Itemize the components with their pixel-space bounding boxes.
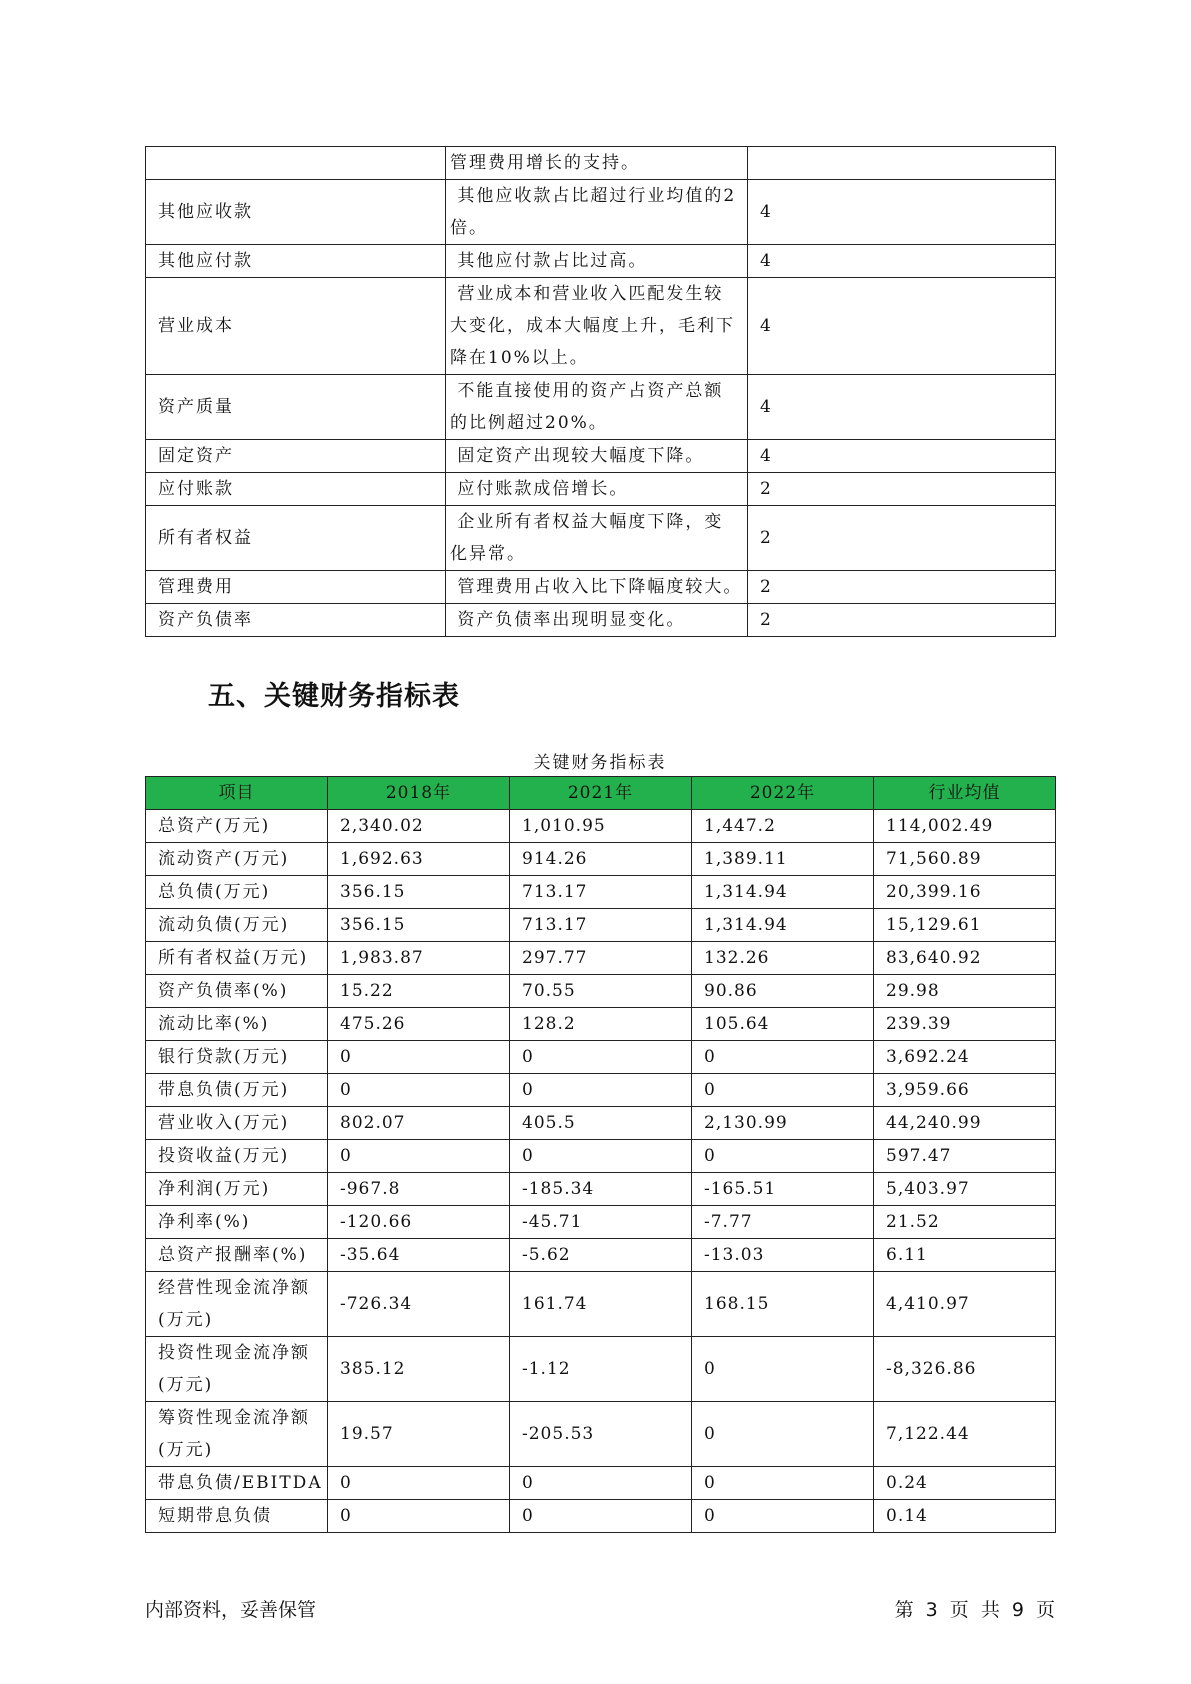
indicator-label-line: 短期带息负债	[158, 1506, 272, 1526]
risk-description-line: 其他应收款占比超过行业均值的2	[450, 186, 737, 206]
indicator-label-cell	[146, 1272, 328, 1337]
table-row	[146, 1206, 1056, 1239]
value-cell: -967.8	[328, 1173, 510, 1206]
risk-item-cell: 其他应付款	[146, 245, 446, 278]
value-cell: 0.14	[874, 1500, 1056, 1533]
value-cell: 0	[328, 1140, 510, 1173]
value-cell: 0.24	[874, 1467, 1056, 1500]
value-cell: -13.03	[692, 1239, 874, 1272]
risk-score-cell: 4	[748, 440, 1056, 473]
indicator-label-cell	[146, 1239, 328, 1272]
value-cell: 597.47	[874, 1140, 1056, 1173]
value-cell: 4,410.97	[874, 1272, 1056, 1337]
indicator-label-line: 资产负债率(%)	[158, 981, 289, 1001]
table-caption: 关键财务指标表	[533, 753, 667, 773]
risk-row	[146, 147, 1056, 180]
risk-description-line: 其他应付款占比过高。	[450, 251, 648, 271]
indicator-label-line: 净利润(万元)	[158, 1179, 271, 1199]
value-cell: -205.53	[510, 1402, 692, 1467]
value-cell: -726.34	[328, 1272, 510, 1337]
table-row	[146, 1107, 1056, 1140]
table-row	[146, 1140, 1056, 1173]
value-cell: 6.11	[874, 1239, 1056, 1272]
value-cell: 83,640.92	[874, 942, 1056, 975]
risk-description-cell	[446, 375, 748, 440]
value-cell: 19.57	[328, 1402, 510, 1467]
indicator-label-line: 带息负债/EBITDA	[158, 1473, 323, 1493]
risk-description-line: 大变化，成本大幅度上升，毛利下	[450, 316, 735, 336]
indicator-label-cell	[146, 1337, 328, 1402]
risk-description-cell	[446, 506, 748, 571]
indicator-label-cell	[146, 975, 328, 1008]
value-cell: 713.17	[510, 909, 692, 942]
indicator-label-cell	[146, 1107, 328, 1140]
risk-row	[146, 604, 1056, 637]
value-cell: 1,314.94	[692, 876, 874, 909]
column-header: 项目	[146, 777, 328, 810]
value-cell: 114,002.49	[874, 810, 1056, 843]
value-cell: 802.07	[328, 1107, 510, 1140]
value-cell: 0	[692, 1337, 874, 1402]
value-cell: 475.26	[328, 1008, 510, 1041]
column-header: 2022年	[692, 777, 874, 810]
column-header: 行业均值	[874, 777, 1056, 810]
indicator-label-line: 筹资性现金流净额	[158, 1408, 310, 1428]
indicator-label-line: 经营性现金流净额	[158, 1278, 310, 1298]
value-cell: 132.26	[692, 942, 874, 975]
value-cell: 3,692.24	[874, 1041, 1056, 1074]
value-cell: -45.71	[510, 1206, 692, 1239]
indicator-label-cell	[146, 1008, 328, 1041]
table-row	[146, 1500, 1056, 1533]
value-cell: 0	[692, 1500, 874, 1533]
risk-item-cell: 应付账款	[146, 473, 446, 506]
indicator-label-line: 投资收益(万元)	[158, 1146, 290, 1166]
value-cell: 71,560.89	[874, 843, 1056, 876]
risk-description-line: 营业成本和营业收入匹配发生较	[450, 284, 724, 304]
risk-indicator-table	[145, 146, 1056, 637]
indicator-label-line: (万元)	[158, 1440, 214, 1460]
value-cell: 356.15	[328, 909, 510, 942]
risk-row	[146, 506, 1056, 571]
indicator-label-line: 流动资产(万元)	[158, 849, 290, 869]
value-cell: 70.55	[510, 975, 692, 1008]
value-cell: 1,447.2	[692, 810, 874, 843]
value-cell: 168.15	[692, 1272, 874, 1337]
indicator-label-cell	[146, 1402, 328, 1467]
indicator-label-cell	[146, 876, 328, 909]
value-cell: 5,403.97	[874, 1173, 1056, 1206]
indicator-label-line: 流动负债(万元)	[158, 915, 290, 935]
value-cell: 161.74	[510, 1272, 692, 1337]
risk-item-cell: 其他应收款	[146, 180, 446, 245]
indicator-label-line: 营业收入(万元)	[158, 1113, 290, 1133]
indicator-label-line: (万元)	[158, 1310, 214, 1330]
value-cell: 3,959.66	[874, 1074, 1056, 1107]
table-row	[146, 1239, 1056, 1272]
value-cell: 0	[692, 1041, 874, 1074]
indicator-label-cell	[146, 1173, 328, 1206]
column-header: 2018年	[328, 777, 510, 810]
risk-description-line: 化异常。	[450, 544, 526, 564]
value-cell: -120.66	[328, 1206, 510, 1239]
value-cell: 0	[692, 1140, 874, 1173]
risk-description-line: 资产负债率出现明显变化。	[450, 610, 686, 630]
table-row	[146, 1337, 1056, 1402]
indicator-label-cell	[146, 909, 328, 942]
value-cell: 29.98	[874, 975, 1056, 1008]
risk-score-cell: 2	[748, 506, 1056, 571]
risk-description-line: 企业所有者权益大幅度下降，变	[450, 512, 724, 532]
value-cell: 0	[510, 1074, 692, 1107]
table-header-row	[146, 777, 1056, 810]
value-cell: -185.34	[510, 1173, 692, 1206]
risk-description-line: 管理费用增长的支持。	[450, 153, 640, 173]
value-cell: 44,240.99	[874, 1107, 1056, 1140]
risk-description-line: 降在10%以上。	[450, 348, 589, 368]
risk-row	[146, 278, 1056, 375]
value-cell: -35.64	[328, 1239, 510, 1272]
value-cell: 356.15	[328, 876, 510, 909]
risk-score-cell: 4	[748, 278, 1056, 375]
value-cell: 105.64	[692, 1008, 874, 1041]
risk-item-cell: 所有者权益	[146, 506, 446, 571]
table-row	[146, 909, 1056, 942]
value-cell: 15,129.61	[874, 909, 1056, 942]
indicator-label-line: 总资产报酬率(%)	[158, 1245, 308, 1265]
indicator-label-cell	[146, 1206, 328, 1239]
risk-row	[146, 440, 1056, 473]
risk-table-body	[146, 147, 1056, 637]
risk-score-cell: 4	[748, 180, 1056, 245]
indicator-label-cell	[146, 810, 328, 843]
value-cell: 0	[692, 1402, 874, 1467]
indicator-label-cell	[146, 1467, 328, 1500]
value-cell: 0	[510, 1467, 692, 1500]
value-cell: 7,122.44	[874, 1402, 1056, 1467]
value-cell: 1,692.63	[328, 843, 510, 876]
table-row	[146, 975, 1056, 1008]
risk-score-cell: 4	[748, 245, 1056, 278]
risk-item-cell: 资产负债率	[146, 604, 446, 637]
risk-description-line: 固定资产出现较大幅度下降。	[450, 446, 705, 466]
table-row	[146, 942, 1056, 975]
value-cell: -8,326.86	[874, 1337, 1056, 1402]
risk-description-line: 倍。	[450, 218, 488, 238]
risk-item-cell: 资产质量	[146, 375, 446, 440]
risk-description-cell	[446, 147, 748, 180]
value-cell: 297.77	[510, 942, 692, 975]
value-cell: 90.86	[692, 975, 874, 1008]
risk-row	[146, 245, 1056, 278]
value-cell: -5.62	[510, 1239, 692, 1272]
risk-description-cell	[446, 440, 748, 473]
value-cell: 2,340.02	[328, 810, 510, 843]
risk-row	[146, 375, 1056, 440]
indicator-label-line: 投资性现金流净额	[158, 1343, 310, 1363]
indicator-label-cell	[146, 1500, 328, 1533]
value-cell: 0	[692, 1074, 874, 1107]
risk-score-cell: 4	[748, 375, 1056, 440]
risk-description-cell	[446, 473, 748, 506]
section-heading: 五、关键财务指标表	[208, 681, 460, 712]
risk-description-line: 管理费用占收入比下降幅度较大。	[450, 577, 743, 597]
value-cell: 713.17	[510, 876, 692, 909]
indicator-label-line: 总资产(万元)	[158, 816, 271, 836]
value-cell: 0	[510, 1041, 692, 1074]
value-cell: 0	[510, 1140, 692, 1173]
value-cell: 405.5	[510, 1107, 692, 1140]
risk-row	[146, 571, 1056, 604]
value-cell: 20,399.16	[874, 876, 1056, 909]
value-cell: 1,314.94	[692, 909, 874, 942]
table-row	[146, 1074, 1056, 1107]
risk-score-cell: 2	[748, 571, 1056, 604]
risk-item-cell: 管理费用	[146, 571, 446, 604]
risk-description-cell	[446, 180, 748, 245]
value-cell: 0	[328, 1467, 510, 1500]
indicator-label-cell	[146, 942, 328, 975]
indicator-label-line: 总负债(万元)	[158, 882, 271, 902]
financial-table-body	[146, 810, 1056, 1533]
value-cell: 1,983.87	[328, 942, 510, 975]
risk-description-cell	[446, 571, 748, 604]
column-header: 2021年	[510, 777, 692, 810]
indicator-label-cell	[146, 1041, 328, 1074]
value-cell: 128.2	[510, 1008, 692, 1041]
value-cell: -1.12	[510, 1337, 692, 1402]
indicator-label-line: (万元)	[158, 1375, 214, 1395]
risk-score-cell: 2	[748, 604, 1056, 637]
value-cell: 2,130.99	[692, 1107, 874, 1140]
value-cell: 0	[510, 1500, 692, 1533]
risk-row	[146, 473, 1056, 506]
risk-description-cell	[446, 604, 748, 637]
table-row	[146, 1272, 1056, 1337]
value-cell: 21.52	[874, 1206, 1056, 1239]
table-row	[146, 1041, 1056, 1074]
risk-item-cell: 固定资产	[146, 440, 446, 473]
risk-description-line: 的比例超过20%。	[450, 413, 608, 433]
indicator-label-line: 带息负债(万元)	[158, 1080, 290, 1100]
indicator-label-line: 流动比率(%)	[158, 1014, 270, 1034]
table-row	[146, 876, 1056, 909]
value-cell: 239.39	[874, 1008, 1056, 1041]
value-cell: 1,010.95	[510, 810, 692, 843]
footer-confidential-note: 内部资料，妥善保管	[145, 1599, 317, 1621]
value-cell: -7.77	[692, 1206, 874, 1239]
indicator-label-line: 净利率(%)	[158, 1212, 251, 1232]
risk-description-cell	[446, 245, 748, 278]
risk-description-line: 应付账款成倍增长。	[450, 479, 629, 499]
indicator-label-line: 所有者权益(万元)	[158, 948, 309, 968]
table-row	[146, 1173, 1056, 1206]
value-cell: 385.12	[328, 1337, 510, 1402]
value-cell: 1,389.11	[692, 843, 874, 876]
indicator-label-line: 银行贷款(万元)	[158, 1047, 290, 1067]
footer-page-number: 第 3 页 共 9 页	[894, 1599, 1055, 1621]
table-row	[146, 843, 1056, 876]
table-row	[146, 1402, 1056, 1467]
risk-item-cell	[146, 147, 446, 180]
value-cell: 914.26	[510, 843, 692, 876]
key-financial-indicators-table	[145, 776, 1056, 1533]
risk-row	[146, 180, 1056, 245]
risk-score-cell: 2	[748, 473, 1056, 506]
value-cell: 0	[328, 1041, 510, 1074]
indicator-label-cell	[146, 843, 328, 876]
table-row	[146, 1008, 1056, 1041]
value-cell: 0	[692, 1467, 874, 1500]
indicator-label-cell	[146, 1140, 328, 1173]
value-cell: 15.22	[328, 975, 510, 1008]
table-row	[146, 810, 1056, 843]
table-row	[146, 1467, 1056, 1500]
risk-item-cell: 营业成本	[146, 278, 446, 375]
risk-description-cell	[446, 278, 748, 375]
value-cell: -165.51	[692, 1173, 874, 1206]
risk-score-cell	[748, 147, 1056, 180]
indicator-label-cell	[146, 1074, 328, 1107]
risk-description-line: 不能直接使用的资产占资产总额	[450, 381, 724, 401]
value-cell: 0	[328, 1074, 510, 1107]
value-cell: 0	[328, 1500, 510, 1533]
